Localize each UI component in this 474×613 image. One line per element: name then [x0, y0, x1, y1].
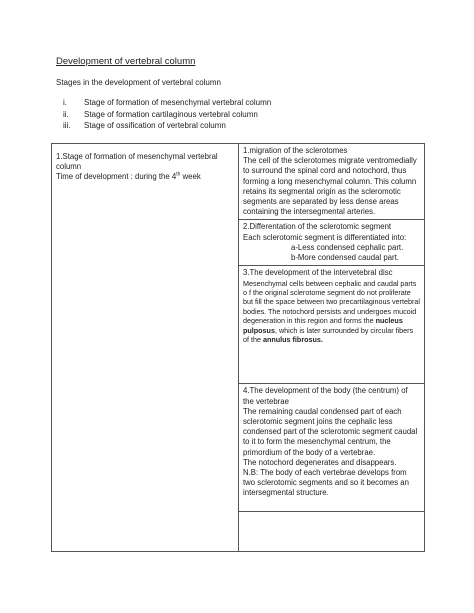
list-item: ii. Stage of formation cartilaginous vertebral column [63, 109, 258, 119]
intro-text: Stages in the development of vertebral column [56, 78, 221, 87]
cell-item-a: a-Less condensed cephalic part. [291, 242, 404, 252]
cell-heading: 1.migration of the sclerotomes [243, 146, 348, 155]
list-item: i. Stage of formation of mesenchymal vertebral column [63, 98, 272, 107]
cell-migration [239, 144, 425, 220]
cell-intervertebral-disc [239, 266, 425, 384]
cell-body-2: The notochord degenerates and disappears. [243, 457, 397, 467]
stages-table [51, 143, 425, 552]
cell-body: Mesenchymal cells between cephalic and caudal parts o f the original sclerotome segment do not proliferate but fill the space between two precartilaginous vertebral bodies. The notochord persists and undergoes mucoid degeneration in this region and forms the nucleus pulposus, which is later surrounded by circular fibers of the annulus fibrosus. [243, 278, 420, 345]
cell-body-3: N.B: The body of each vertebrae develops from two sclerotomic segments and so it becomes an intersegmental structure. [243, 468, 409, 498]
cell-heading: 3.The development of the intervetebral disc [243, 268, 393, 278]
cell-differentiation [239, 220, 425, 266]
cell-empty [239, 512, 425, 552]
document-title: Development of vertebral column [56, 56, 196, 67]
cell-body: Each sclerotomic segment is differentiated into: [243, 232, 407, 242]
cell-heading: 2.Differentation of the sclerotomic segment [243, 222, 392, 232]
stages-list [56, 97, 271, 132]
cell-item-b: b-More condensed caudal part. [291, 253, 399, 263]
left-cell [52, 144, 239, 552]
cell-heading: 4.The development of the body (the centrum) of the vertebrae [243, 386, 408, 406]
time-of-development: Time of development : during the 4th week [56, 171, 201, 182]
cell-body: The cell of the sclerotomes migrate ventromedially to surround the spinal cord and notochord, thus forming a long mesenchymal column. This column retains its segmental origin as the scleromotic segments are separated by less dense areas containing the intersegmental arteries. [243, 156, 417, 217]
list-item: iii. Stage of ossification of vertebral column [63, 121, 226, 130]
cell-body: The remaining caudal condensed part of each sclerotomic segment joins the cephalic less condensed part of the sclerotomic segment caudal to it to form the mesenchymal centrum, the primordium of the body of a vertebrae. [243, 406, 418, 457]
cell-centrum [239, 384, 425, 512]
left-heading: 1.Stage of formation of mesenchymal vertebral column [56, 152, 218, 172]
